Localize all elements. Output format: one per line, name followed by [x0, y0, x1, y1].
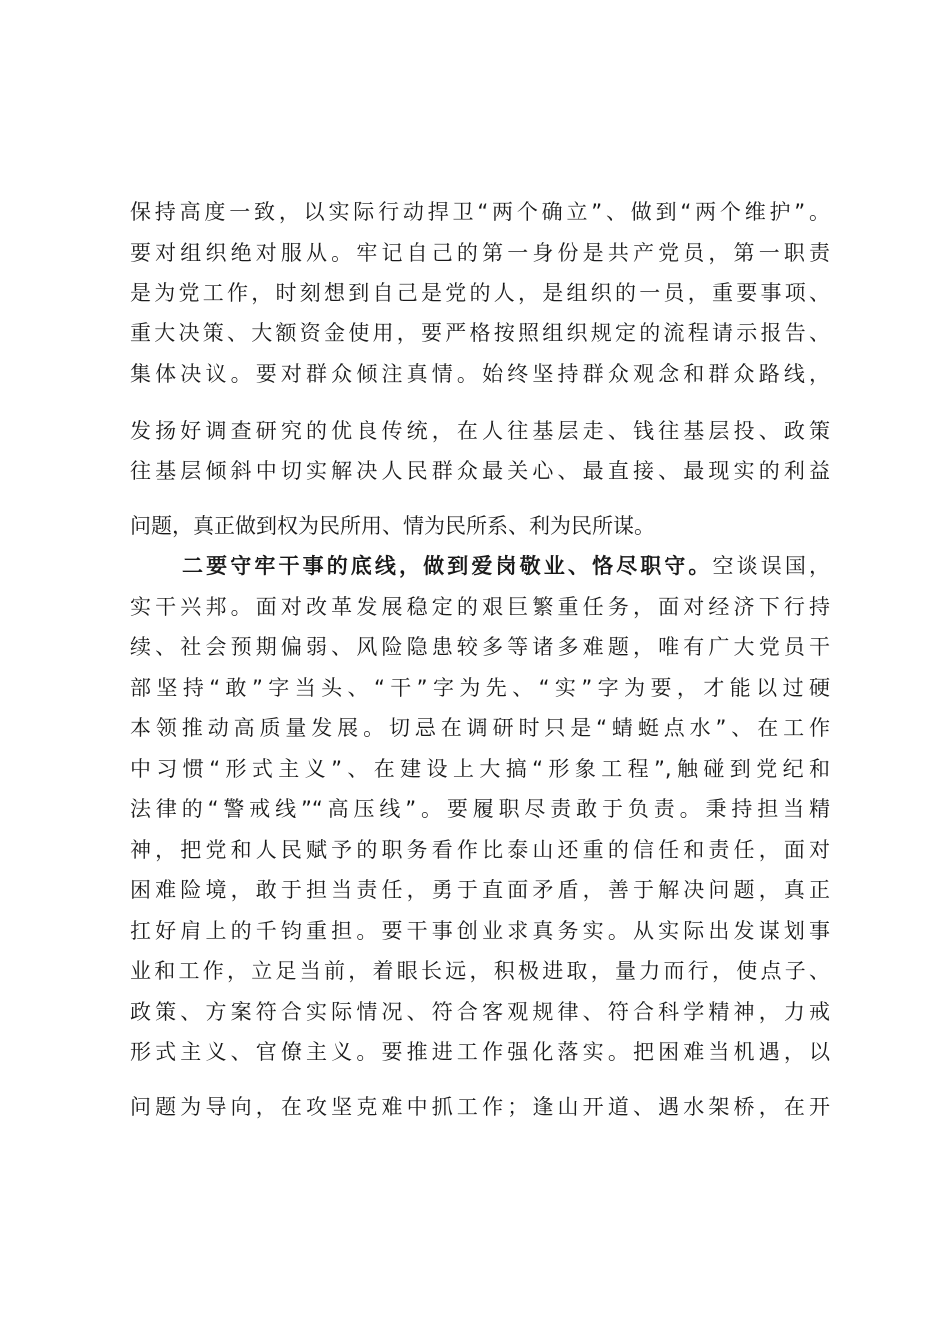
paragraph-2-line-6: 中习惯“形式主义”、在建设上大搞“形象工程”,触碰到党纪和 [130, 757, 830, 781]
paragraph-2-line-1 [182, 553, 830, 579]
paragraph-2-heading: 二要守牢干事的底线，做到爱岗敬业、恪尽职守。 [182, 554, 713, 578]
paragraph-1-line-2: 要对组织绝对服从。牢记自己的第一身份是共产党员，第一职责 [130, 241, 830, 265]
paragraph-2-line-5: 本领推动高质量发展。切忌在调研时只是“蜻蜓点水”、在工作 [130, 716, 830, 740]
paragraph-2-line-10: 扛好肩上的千钧重担。要干事创业求真务实。从实际出发谋划事 [130, 919, 830, 943]
paragraph-2-line-3: 续、社会预期偏弱、风险隐患较多等诸多难题，唯有广大党员干 [130, 635, 830, 659]
paragraph-1-line-4: 重大决策、大额资金使用，要严格按照组织规定的流程请示报告、 [130, 321, 830, 345]
paragraph-2-line-14: 问题为导向，在攻坚克难中抓工作；逢山开道、遇水架桥，在开 [130, 1095, 830, 1119]
paragraph-2-first-line-rest: 空谈误国， [712, 554, 831, 578]
paragraph-1-line-5: 集体决议。要对群众倾注真情。始终坚持群众观念和群众路线， [130, 362, 830, 386]
paragraph-2-line-7: 法律的“警戒线”“高压线”。要履职尽责敢于负责。秉持担当精 [130, 797, 830, 821]
paragraph-2-line-8: 神，把党和人民赋予的职务看作比泰山还重的信任和责任，面对 [130, 838, 830, 862]
paragraph-1-line-8: 问题，真正做到权为民所用、情为民所系、利为民所谋。 [130, 514, 655, 538]
paragraph-2-line-12: 政策、方案符合实际情况、符合客观规律、符合科学精神，力戒 [130, 1000, 830, 1024]
paragraph-1-line-1: 保持高度一致，以实际行动捍卫“两个确立”、做到“两个维护”。 [130, 200, 830, 224]
paragraph-2-line-13: 形式主义、官僚主义。要推进工作强化落实。把困难当机遇，以 [130, 1040, 830, 1064]
paragraph-1-line-6: 发扬好调查研究的优良传统，在人往基层走、钱往基层投、政策 [130, 419, 830, 443]
paragraph-2-line-11: 业和工作，立足当前，着眼长远，积极进取，量力而行，使点子、 [130, 959, 830, 983]
paragraph-1-line-7: 往基层倾斜中切实解决人民群众最关心、最直接、最现实的利益 [130, 459, 830, 483]
paragraph-2-line-2: 实干兴邦。面对改革发展稳定的艰巨繁重任务，面对经济下行持 [130, 595, 830, 619]
paragraph-2-line-4: 部坚持“敢”字当头、“干”字为先、“实”字为要，才能以过硬 [130, 676, 830, 700]
paragraph-1-line-3: 是为党工作，时刻想到自己是党的人，是组织的一员，重要事项、 [130, 281, 830, 305]
paragraph-2-line-9: 困难险境，敢于担当责任，勇于直面矛盾，善于解决问题，真正 [130, 878, 830, 902]
